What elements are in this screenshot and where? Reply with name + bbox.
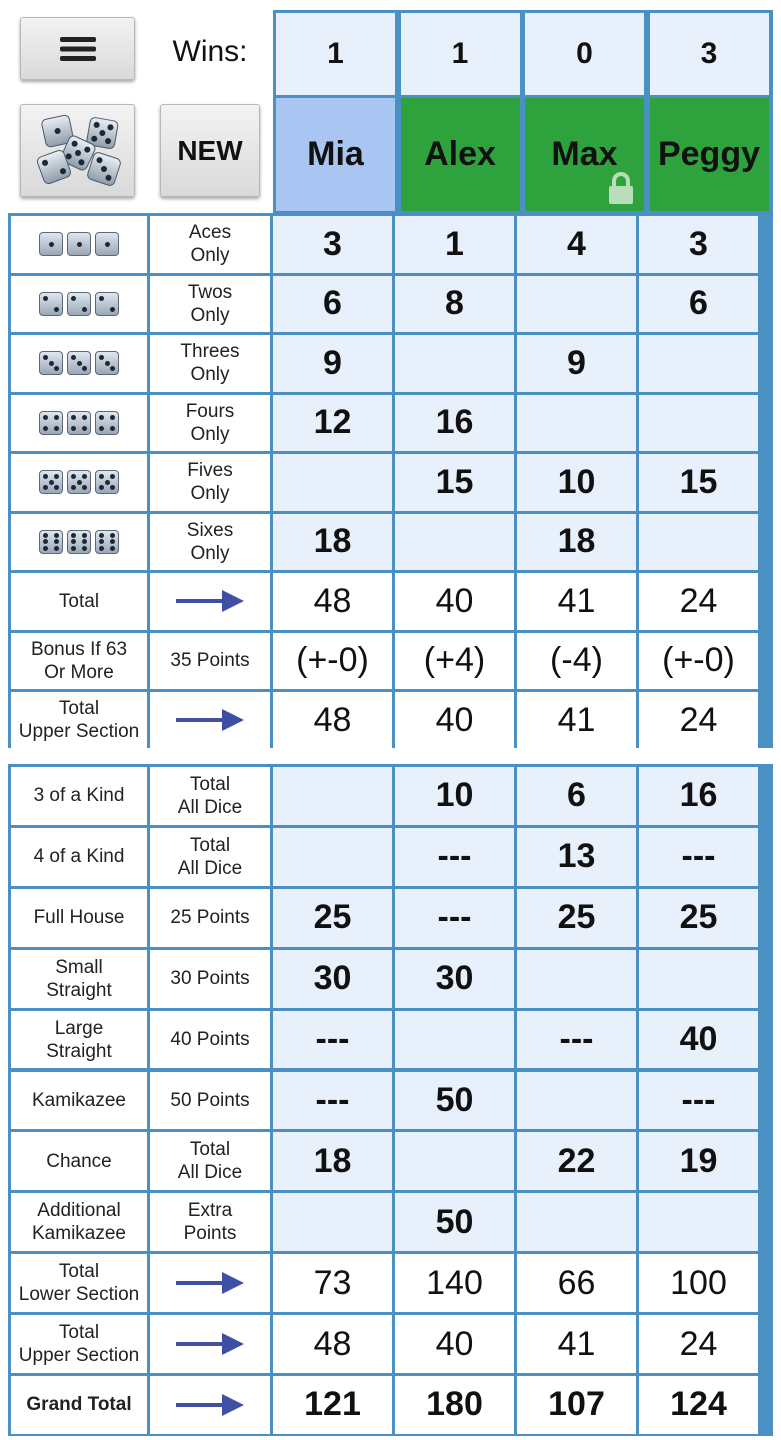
upper-score-cell[interactable] <box>273 216 392 273</box>
wins-cell-max-text: 0 <box>576 37 593 70</box>
upper-score-cell[interactable] <box>517 216 636 273</box>
lower-row-label <box>11 1132 147 1190</box>
upper-total-value <box>395 633 514 690</box>
lower-score-cell[interactable] <box>273 1072 392 1130</box>
upper-score-cell-text: 3 <box>323 224 342 263</box>
lower-total-value-text: 107 <box>548 1385 605 1424</box>
lower-total-value <box>517 1254 636 1312</box>
upper-section-grid <box>8 213 773 748</box>
lower-row-label-text: Small Straight <box>46 956 112 1001</box>
upper-score-cell[interactable] <box>639 335 758 392</box>
player-name-mia[interactable] <box>276 98 395 211</box>
upper-total-value-text: 40 <box>435 581 474 620</box>
lower-row-sublabel <box>150 1132 270 1190</box>
upper-score-cell[interactable] <box>639 514 758 571</box>
upper-total-sublabel <box>150 633 270 690</box>
upper-score-cell-text: 18 <box>313 522 352 561</box>
upper-score-cell[interactable] <box>517 335 636 392</box>
dice-4-icon <box>39 411 119 435</box>
upper-total-value-text: 41 <box>557 700 596 739</box>
upper-score-cell[interactable] <box>395 514 514 571</box>
lower-total-value-text: 140 <box>426 1263 483 1302</box>
arrow-right-icon <box>174 1331 246 1357</box>
lower-score-cell[interactable] <box>639 950 758 1008</box>
lower-total-arrow <box>150 1315 270 1373</box>
arrow-right-icon <box>174 1270 246 1296</box>
lower-row-label-text: Kamikazee <box>32 1089 126 1111</box>
upper-total-value-text: (+-0) <box>296 641 369 680</box>
upper-score-cell[interactable] <box>639 395 758 452</box>
lower-score-cell-text: 30 <box>313 959 352 998</box>
upper-score-cell[interactable] <box>395 335 514 392</box>
lower-score-cell[interactable] <box>517 889 636 947</box>
lower-score-cell[interactable] <box>395 767 514 825</box>
lower-row-label-text: Additional Kamikazee <box>32 1200 126 1245</box>
lower-total-value <box>395 1376 514 1434</box>
arrow-right-icon <box>174 588 246 614</box>
roll-dice-button[interactable] <box>20 104 135 197</box>
lower-score-cell[interactable] <box>517 1132 636 1190</box>
lower-row-label-text: 4 of a Kind <box>33 846 125 868</box>
wins-cell-max <box>525 13 644 95</box>
lower-row-label <box>11 1193 147 1251</box>
lower-row-sublabel-text: 25 Points <box>170 907 250 929</box>
upper-score-cell-text: 9 <box>567 343 586 382</box>
dice-1-icon <box>39 232 119 256</box>
lower-total-arrow <box>150 1376 270 1434</box>
upper-row-4-dice <box>11 395 147 452</box>
lower-score-cell[interactable] <box>273 828 392 886</box>
player-name-max-text: Max <box>551 135 618 173</box>
wins-cell-mia <box>276 13 395 95</box>
upper-total-label <box>11 692 147 749</box>
lower-score-cell[interactable] <box>273 1011 392 1069</box>
player-name-alex-text: Alex <box>424 135 496 173</box>
upper-row-3-label <box>150 335 270 392</box>
wins-cell-peggy <box>650 13 769 95</box>
upper-score-cell[interactable] <box>395 276 514 333</box>
upper-score-cell-text: 16 <box>435 403 474 442</box>
lower-row-label <box>11 1011 147 1069</box>
wins-label: Wins: <box>172 35 248 68</box>
lower-score-cell[interactable] <box>517 1072 636 1130</box>
lower-score-cell-text: --- <box>437 898 472 937</box>
lower-row-sublabel <box>150 889 270 947</box>
lower-total-value-text: 124 <box>670 1385 727 1424</box>
lower-row-sublabel <box>150 1011 270 1069</box>
lower-row-sublabel-text: 40 Points <box>170 1029 250 1051</box>
lower-score-cell-text: 30 <box>435 959 474 998</box>
lower-total-value-text: 48 <box>313 1324 352 1363</box>
lower-total-value-text: 100 <box>670 1263 727 1302</box>
menu-button[interactable] <box>20 17 135 80</box>
upper-score-cell-text: 18 <box>557 522 596 561</box>
lower-total-value-text: 24 <box>679 1324 718 1363</box>
dice-6-icon <box>39 530 119 554</box>
lower-score-cell[interactable] <box>517 1193 636 1251</box>
upper-row-6-label <box>150 514 270 571</box>
upper-score-cell[interactable] <box>273 335 392 392</box>
lower-total-value-text: 180 <box>426 1385 483 1424</box>
lower-score-cell-text: --- <box>437 837 472 876</box>
lower-score-cell[interactable] <box>273 1193 392 1251</box>
upper-total-value <box>273 692 392 749</box>
upper-total-sublabel <box>150 573 270 630</box>
lower-row-label <box>11 828 147 886</box>
lower-score-cell[interactable] <box>517 950 636 1008</box>
hamburger-menu-icon <box>58 34 98 64</box>
upper-score-cell[interactable] <box>395 454 514 511</box>
lower-total-value <box>395 1315 514 1373</box>
upper-total-value <box>517 573 636 630</box>
dice-5-icon <box>39 470 119 494</box>
lower-score-cell[interactable] <box>273 1132 392 1190</box>
upper-total-value <box>395 692 514 749</box>
lower-score-cell[interactable] <box>395 950 514 1008</box>
upper-total-sublabel <box>150 692 270 749</box>
upper-total-sublabel-text: 35 Points <box>170 650 250 672</box>
lower-total-value-text: 41 <box>557 1324 596 1363</box>
wins-cell-alex-text: 1 <box>451 37 469 70</box>
upper-total-value <box>639 573 758 630</box>
upper-score-cell-text: 10 <box>557 462 596 501</box>
player-name-peggy[interactable] <box>650 98 769 211</box>
lower-score-cell-text: 40 <box>679 1020 718 1059</box>
upper-score-cell[interactable] <box>395 216 514 273</box>
upper-score-cell-text: 3 <box>689 224 708 263</box>
lower-score-cell[interactable] <box>395 1011 514 1069</box>
dice-pile-icon <box>28 111 128 191</box>
upper-score-cell-text: 1 <box>445 224 464 263</box>
player-name-alex[interactable] <box>401 98 520 211</box>
upper-row-1-dice <box>11 216 147 273</box>
lower-score-cell-text: 18 <box>313 1141 352 1180</box>
lower-row-sublabel-text: 50 Points <box>170 1089 250 1111</box>
upper-row-3-label-text: Threes Only <box>180 341 240 386</box>
lower-row-label <box>11 767 147 825</box>
lower-row-label-text: Large Straight <box>46 1017 112 1062</box>
upper-score-cell-text: 15 <box>435 462 474 501</box>
lower-score-cell[interactable] <box>639 767 758 825</box>
upper-total-value-text: 24 <box>679 700 718 739</box>
lower-row-label <box>11 950 147 1008</box>
upper-score-cell[interactable] <box>639 454 758 511</box>
lower-score-cell-text: 6 <box>567 776 586 815</box>
upper-row-2-dice <box>11 276 147 333</box>
upper-row-5-dice <box>11 454 147 511</box>
lower-total-value <box>639 1376 758 1434</box>
upper-score-cell-text: 12 <box>313 403 352 442</box>
lower-total-value-text: 73 <box>313 1263 352 1302</box>
lower-score-cell-text: 50 <box>435 1202 474 1241</box>
dice-3-icon <box>39 351 119 375</box>
upper-total-label-text: Total Upper Section <box>18 698 140 743</box>
wins-cell-alex <box>401 13 520 95</box>
lower-row-sublabel <box>150 950 270 1008</box>
player-name-max[interactable] <box>525 98 644 211</box>
upper-score-cell[interactable] <box>273 276 392 333</box>
lower-total-value <box>639 1254 758 1312</box>
lower-score-cell[interactable] <box>395 1072 514 1130</box>
lower-total-label-text: Grand Total <box>26 1394 132 1416</box>
upper-total-label-text: Bonus If 63 Or More <box>30 638 128 683</box>
upper-total-label <box>11 573 147 630</box>
dice-2-icon <box>39 292 119 316</box>
arrow-right-icon <box>174 1392 246 1418</box>
upper-score-cell[interactable] <box>517 395 636 452</box>
lower-score-cell[interactable] <box>395 1132 514 1190</box>
lower-row-sublabel-text: Total All Dice <box>177 834 243 879</box>
lower-total-label <box>11 1376 147 1434</box>
upper-total-value-text: 40 <box>435 700 474 739</box>
lower-score-cell[interactable] <box>395 828 514 886</box>
lower-total-value <box>517 1376 636 1434</box>
wins-cell-mia-text: 1 <box>327 37 344 70</box>
lower-score-cell-text: 50 <box>435 1080 474 1119</box>
lower-total-value <box>273 1254 392 1312</box>
upper-row-2-label <box>150 276 270 333</box>
upper-row-4-label-text: Fours Only <box>185 400 235 445</box>
lower-total-value <box>517 1315 636 1373</box>
lower-score-cell-text: 25 <box>313 898 352 937</box>
lower-score-cell-text: 25 <box>679 898 718 937</box>
wins-cell-peggy-text: 3 <box>700 37 718 70</box>
upper-total-value <box>517 692 636 749</box>
lower-score-cell[interactable] <box>395 1193 514 1251</box>
lower-score-cell-text: --- <box>315 1020 350 1059</box>
upper-score-cell-text: 9 <box>323 343 342 382</box>
lower-score-cell[interactable] <box>517 767 636 825</box>
lower-total-arrow <box>150 1254 270 1312</box>
lower-row-label-text: Chance <box>46 1150 112 1172</box>
lower-score-cell[interactable] <box>517 1011 636 1069</box>
lower-score-cell-text: --- <box>315 1080 350 1119</box>
upper-row-6-dice <box>11 514 147 571</box>
upper-score-cell[interactable] <box>517 514 636 571</box>
lower-score-cell-text: 13 <box>557 837 596 876</box>
upper-row-1-label <box>150 216 270 273</box>
lower-score-cell[interactable] <box>395 889 514 947</box>
upper-score-cell-text: 8 <box>445 284 464 323</box>
upper-total-value-text: (-4) <box>550 641 603 680</box>
upper-row-2-label-text: Twos Only <box>187 281 233 326</box>
lower-total-value <box>273 1376 392 1434</box>
upper-row-4-label <box>150 395 270 452</box>
player-header-grid <box>273 10 773 215</box>
lower-row-sublabel-text: Total All Dice <box>177 1139 243 1184</box>
lower-total-label-text: Total Upper Section <box>18 1322 140 1367</box>
upper-total-label <box>11 633 147 690</box>
lower-score-cell-text: 25 <box>557 898 596 937</box>
upper-row-3-dice <box>11 335 147 392</box>
upper-total-value <box>273 573 392 630</box>
upper-score-cell[interactable] <box>273 454 392 511</box>
lower-section-grid <box>8 764 773 1436</box>
lower-total-value <box>639 1315 758 1373</box>
lower-total-value <box>273 1315 392 1373</box>
upper-row-5-label <box>150 454 270 511</box>
lower-total-value-text: 121 <box>304 1385 361 1424</box>
lower-score-cell[interactable] <box>639 828 758 886</box>
upper-score-cell[interactable] <box>639 276 758 333</box>
upper-score-cell[interactable] <box>517 276 636 333</box>
lower-row-sublabel-text: Total All Dice <box>177 773 243 818</box>
upper-total-value <box>395 573 514 630</box>
lower-score-cell[interactable] <box>639 1011 758 1069</box>
lower-score-cell[interactable] <box>639 1193 758 1251</box>
upper-total-value-text: 48 <box>313 581 352 620</box>
lower-score-cell[interactable] <box>273 889 392 947</box>
upper-score-cell[interactable] <box>395 395 514 452</box>
lower-score-cell[interactable] <box>517 828 636 886</box>
player-name-peggy-text: Peggy <box>657 135 761 173</box>
lower-total-value-text: 66 <box>557 1263 596 1302</box>
upper-total-value-text: 48 <box>313 700 352 739</box>
upper-total-value <box>639 692 758 749</box>
upper-total-value-text: 24 <box>679 581 718 620</box>
upper-row-1-label-text: Aces Only <box>188 222 232 267</box>
upper-score-cell-text: 6 <box>689 284 708 323</box>
upper-total-value <box>517 633 636 690</box>
lower-score-cell[interactable] <box>273 950 392 1008</box>
lower-total-label <box>11 1315 147 1373</box>
lower-total-value-text: 40 <box>435 1324 474 1363</box>
lower-total-value <box>395 1254 514 1312</box>
lower-row-sublabel-text: Extra Points <box>183 1200 237 1245</box>
upper-row-6-label-text: Sixes Only <box>186 519 234 564</box>
upper-total-value-text: (+-0) <box>662 641 735 680</box>
upper-total-value-text: (+4) <box>423 641 486 680</box>
upper-total-value-text: 41 <box>557 581 596 620</box>
upper-total-value <box>273 633 392 690</box>
lower-score-cell-text: 16 <box>679 776 718 815</box>
upper-total-label-text: Total <box>58 590 100 612</box>
lower-row-label-text: Full House <box>33 907 125 929</box>
lower-row-sublabel-text: 30 Points <box>170 968 250 990</box>
lower-row-sublabel <box>150 1072 270 1130</box>
lower-score-cell-text: --- <box>681 837 716 876</box>
lower-row-sublabel <box>150 767 270 825</box>
lower-score-cell[interactable] <box>639 889 758 947</box>
lower-total-label <box>11 1254 147 1312</box>
upper-score-cell-text: 6 <box>323 284 342 323</box>
upper-total-value <box>639 633 758 690</box>
arrow-right-icon <box>174 707 246 733</box>
lock-icon <box>606 171 636 205</box>
lower-score-cell-text: 22 <box>557 1141 596 1180</box>
upper-score-cell[interactable] <box>639 216 758 273</box>
upper-score-cell[interactable] <box>273 514 392 571</box>
lower-row-label <box>11 889 147 947</box>
lower-score-cell-text: --- <box>681 1080 716 1119</box>
upper-score-cell-text: 15 <box>679 462 718 501</box>
lower-score-cell[interactable] <box>273 767 392 825</box>
lower-row-sublabel <box>150 1193 270 1251</box>
lower-row-label <box>11 1072 147 1130</box>
lower-score-cell-text: --- <box>559 1020 594 1059</box>
upper-score-cell[interactable] <box>273 395 392 452</box>
new-game-button[interactable]: NEW <box>160 104 260 197</box>
upper-score-cell-text: 4 <box>567 224 586 263</box>
lower-score-cell-text: 19 <box>679 1141 718 1180</box>
lower-score-cell-text: 10 <box>435 776 474 815</box>
lower-row-sublabel <box>150 828 270 886</box>
lower-score-cell[interactable] <box>639 1072 758 1130</box>
player-name-mia-text: Mia <box>307 135 364 173</box>
lower-score-cell[interactable] <box>639 1132 758 1190</box>
lower-row-label-text: 3 of a Kind <box>33 785 125 807</box>
upper-row-5-label-text: Fives Only <box>187 460 233 505</box>
lower-total-label-text: Total Lower Section <box>18 1261 140 1306</box>
upper-score-cell[interactable] <box>517 454 636 511</box>
